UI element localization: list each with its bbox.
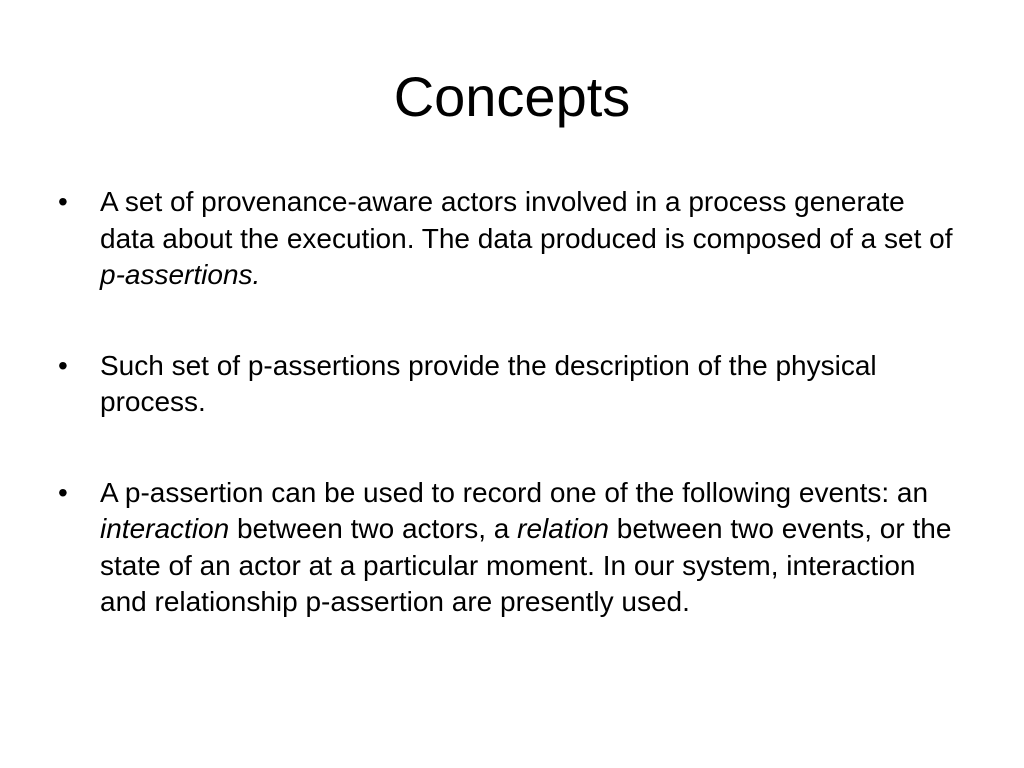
bullet-item [58,475,958,621]
bullet-text-segment: A set of provenance-aware actors involved in a process generate data about the execution. The data produced is composed of a set of [100,186,953,254]
bullet-item [58,184,958,294]
bullet-text-segment: between two actors, a [229,513,518,544]
bullet-text-emphasis: interaction [100,513,230,544]
bullet-icon: • [58,476,68,508]
bullet-icon: • [58,349,68,381]
slide-title: Concepts [393,65,631,128]
bullet-text-segment: Such set of p-assertions provide the description of the physical process. [100,349,877,417]
bullet-text [100,186,953,290]
bullet-text [100,350,877,418]
bullet-list [58,184,958,621]
bullet-icon: • [58,186,68,217]
bullet-item [58,348,958,421]
bullet-text-emphasis: relation [517,513,609,544]
bullet-text-segment: between two events, or the state of an actor at a particular moment. In our system, interaction and relationship p-assertion are presently used. [100,513,952,617]
bullet-text-segment: A p-assertion can be used to record one of the following events: an [100,476,929,508]
bullet-text-emphasis: p-assertions. [100,259,261,290]
bullet-text [100,477,951,618]
